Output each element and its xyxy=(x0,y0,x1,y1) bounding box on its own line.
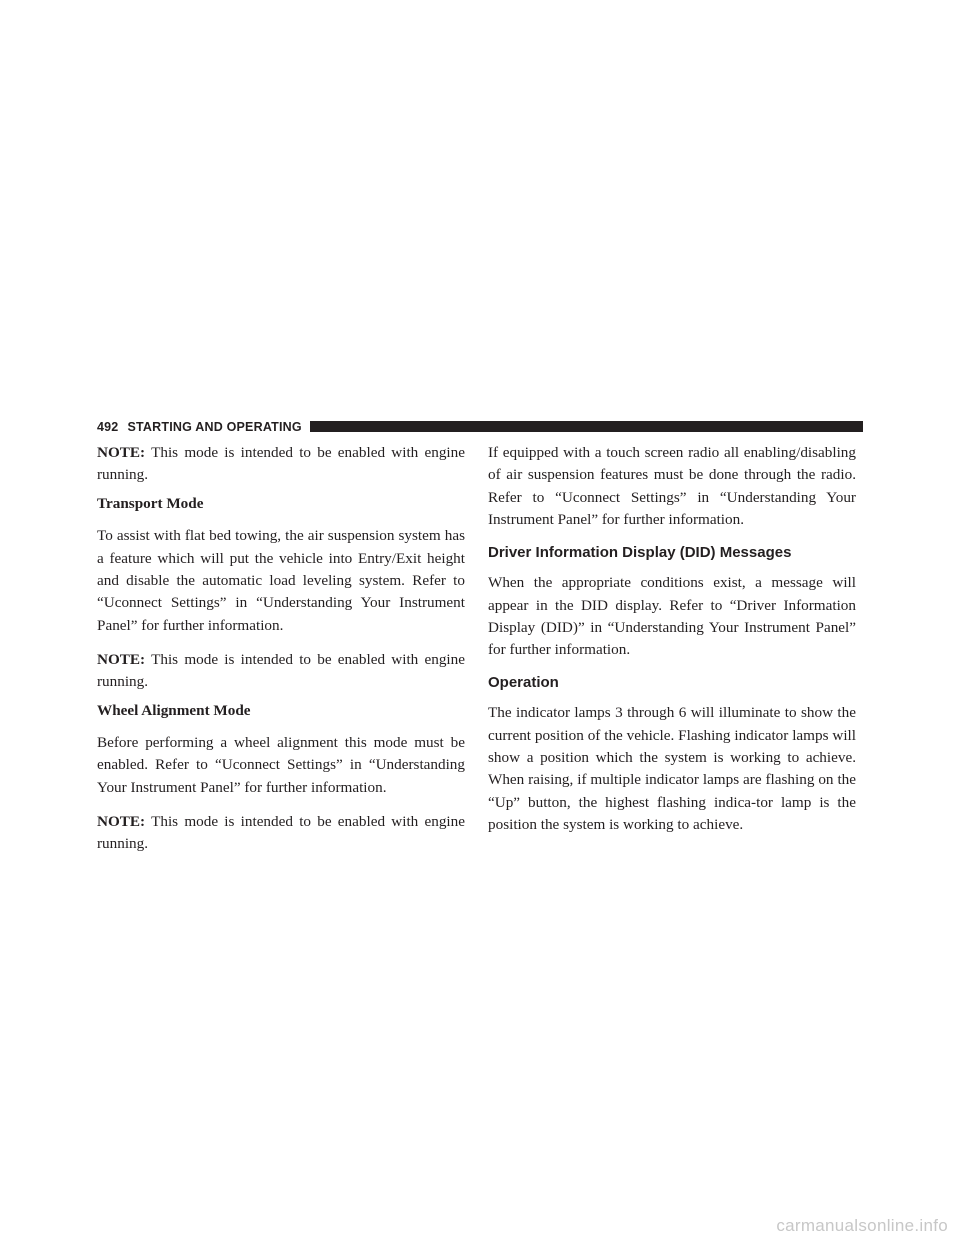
note-text: This mode is intended to be enabled with engine running. xyxy=(97,444,465,484)
note-text: This mode is intended to be enabled with engine running. xyxy=(97,650,465,691)
left-column xyxy=(97,442,465,867)
page-header xyxy=(97,418,863,435)
did-messages-heading: Driver Information Display (DID) Messages xyxy=(488,544,792,562)
watermark: carmanualsonline.info xyxy=(776,1216,948,1235)
section-title: STARTING AND OPERATING xyxy=(127,419,302,434)
note-paragraph xyxy=(97,442,465,487)
note-label: NOTE: xyxy=(97,444,146,461)
touch-screen-intro: If equipped with a touch screen radio all enabling/disabling of air suspension features must be done through the radio. Refer to “Uconnect Settings” in “Understanding Your Instrument Panel” for further information. xyxy=(488,444,856,529)
note-paragraph xyxy=(97,649,465,694)
wheel-alignment-heading: Wheel Alignment Mode xyxy=(97,701,251,719)
operation-body: The indicator lamps 3 through 6 will illuminate to show the current position of the vehicle. Flashing indicator lamps will show a position which the system is working to achieve. When raising, if multiple indicator lamps are flashing on the “Up” button, the highest flashing indica-tor lamp is the position the system is working to achieve. xyxy=(488,704,856,834)
operation-heading: Operation xyxy=(488,674,559,692)
right-column xyxy=(488,442,856,848)
note-paragraph xyxy=(97,811,465,856)
note-label: NOTE: xyxy=(97,650,146,668)
did-messages-body: When the appropriate conditions exist, a message will appear in the DID display. Refer to “Driver Information Display (DID)” in “Understanding Your Instrument Panel” for further information. xyxy=(488,574,856,659)
transport-mode-body: To assist with flat bed towing, the air suspension system has a feature which will put the vehicle into Entry/Exit height and disable the automatic load leveling system. Refer to “Uconnect Settings” in “Understanding Your Instrument Panel” for further information. xyxy=(97,527,465,634)
note-text: This mode is intended to be enabled with engine running. xyxy=(97,812,465,853)
note-label: NOTE: xyxy=(97,812,146,830)
page-number: 492 xyxy=(97,419,119,434)
header-rule xyxy=(310,421,863,432)
wheel-alignment-body: Before performing a wheel alignment this mode must be enabled. Refer to “Uconnect Settings” in “Understanding Your Instrument Panel” for further information. xyxy=(97,733,465,796)
transport-mode-heading: Transport Mode xyxy=(97,494,204,512)
